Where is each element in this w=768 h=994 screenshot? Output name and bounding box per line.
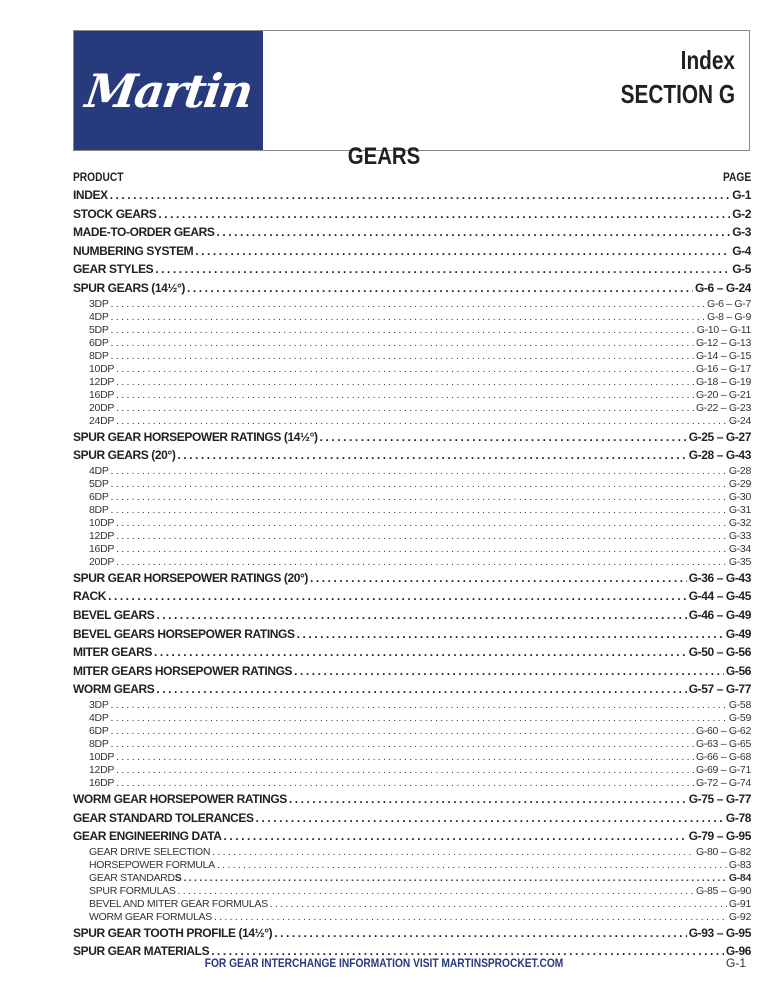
index-entry[interactable]: [73, 680, 751, 699]
index-subentry[interactable]: [73, 402, 751, 415]
dot-leader: [111, 738, 694, 751]
entry-label: 8DP: [89, 503, 109, 516]
dot-leader: [111, 725, 694, 738]
entry-label: 16DP: [89, 388, 115, 401]
entry-label: SPUR GEAR HORSEPOWER RATINGS (14½°): [73, 429, 318, 444]
entry-label: 3DP: [89, 698, 109, 711]
entry-page: G-28: [728, 464, 751, 477]
dot-leader: [111, 504, 727, 517]
index-subentry[interactable]: [73, 311, 751, 324]
index-subentry[interactable]: [73, 389, 751, 402]
index-subentry[interactable]: [73, 725, 751, 738]
entry-page: G-22 – G-23: [695, 401, 751, 414]
dot-leader: [116, 402, 694, 415]
entry-label: SPUR GEAR HORSEPOWER RATINGS (20°): [73, 570, 309, 585]
dot-leader: [111, 324, 695, 337]
entry-page: G-34: [728, 542, 751, 555]
index-entry[interactable]: [73, 242, 751, 261]
dot-leader: [214, 911, 727, 924]
entry-page: G-78: [725, 810, 751, 825]
entry-label: BEVEL AND MITER GEAR FORMULAS: [89, 897, 268, 910]
entry-page: G-20 – G-21: [695, 388, 751, 401]
entry-label: WORM GEAR FORMULAS: [89, 910, 212, 923]
entry-label: WORM GEAR HORSEPOWER RATINGS: [73, 791, 287, 806]
index-entry[interactable]: [73, 446, 751, 465]
entry-page: G-6 – G-7: [707, 297, 751, 310]
entry-label: GEAR STYLES: [73, 262, 154, 277]
entry-page: G-92: [728, 910, 751, 923]
dot-leader: [297, 625, 724, 644]
dot-leader: [111, 298, 705, 311]
entry-label: MADE-TO-ORDER GEARS: [73, 225, 215, 240]
dot-leader: [294, 662, 724, 681]
entry-page: G-63 – G-65: [695, 737, 751, 750]
index-subentry[interactable]: [73, 846, 751, 859]
dot-leader: [195, 242, 730, 261]
dot-leader: [217, 859, 727, 872]
entry-label: SPUR GEAR TOOTH PROFILE (14½°): [73, 925, 273, 940]
entry-page: G-85 – G-90: [695, 884, 751, 897]
entry-label: 8DP: [89, 349, 109, 362]
index-entry[interactable]: [73, 625, 751, 644]
column-page: PAGE: [722, 170, 751, 184]
entry-label: GEAR ENGINEERING DATA: [73, 829, 222, 844]
dot-leader: [116, 764, 694, 777]
index-entry[interactable]: [73, 223, 751, 242]
entry-label: 16DP: [89, 542, 115, 555]
entry-label: GEAR DRIVE SELECTION: [89, 845, 211, 858]
entry-label: 4DP: [89, 464, 109, 477]
dot-leader: [212, 846, 694, 859]
entry-page: G-80 – G-82: [695, 845, 751, 858]
entry-page: G-35: [728, 555, 751, 568]
entry-page: G-59: [728, 711, 751, 724]
index-subentry[interactable]: [73, 764, 751, 777]
entry-page: G-8 – G-9: [707, 310, 751, 323]
entry-label: 6DP: [89, 724, 109, 737]
dot-leader: [217, 223, 731, 242]
index-subentry[interactable]: [73, 504, 751, 517]
entry-label: WORM GEARS: [73, 682, 155, 697]
entry-label-bold: S: [174, 871, 182, 884]
entry-label: 8DP: [89, 737, 109, 750]
entry-label: 6DP: [89, 490, 109, 503]
index-subentry[interactable]: [73, 556, 751, 569]
dot-leader: [111, 465, 727, 478]
dot-leader: [183, 872, 726, 885]
entry-label: NUMBERING SYSTEM: [73, 243, 194, 258]
entry-page: G-14 – G-15: [695, 349, 751, 362]
entry-page: G-46 – G-49: [688, 607, 751, 622]
dot-leader: [177, 446, 686, 465]
column-product: PRODUCT: [73, 170, 124, 184]
index-subentry[interactable]: [73, 738, 751, 751]
entry-label: 4DP: [89, 711, 109, 724]
entry-label: MITER GEARS HORSEPOWER RATINGS: [73, 663, 293, 678]
entry-page: G-96: [725, 944, 751, 959]
index-entry[interactable]: [73, 205, 751, 224]
entry-page: G-1: [732, 188, 751, 202]
entry-label: SPUR GEARS (14½°): [73, 280, 186, 295]
dot-leader: [187, 279, 693, 298]
entry-label: BEVEL GEARS: [73, 607, 155, 622]
dot-leader: [289, 790, 687, 809]
entry-label: INDEX: [73, 188, 108, 202]
index-entry[interactable]: [73, 569, 751, 588]
index-subentry[interactable]: [73, 885, 751, 898]
entry-label: 5DP: [89, 323, 109, 336]
index-entry[interactable]: [73, 186, 751, 205]
entry-label: 4DP: [89, 310, 109, 323]
dot-leader: [116, 363, 694, 376]
index-subentry[interactable]: [73, 699, 751, 712]
entry-page: G-16 – G-17: [695, 362, 751, 375]
index-entry[interactable]: [73, 428, 751, 447]
dot-leader: [116, 389, 694, 402]
index-subentry[interactable]: [73, 363, 751, 376]
dot-leader: [156, 606, 686, 625]
entry-label: 6DP: [89, 336, 109, 349]
entry-page: G-2: [732, 206, 751, 221]
entry-label: RACK: [73, 589, 107, 604]
entry-page: G-57 – G-77: [688, 682, 751, 697]
dot-leader: [111, 311, 705, 324]
dot-leader: [116, 556, 727, 569]
dot-leader: [310, 569, 687, 588]
dot-leader: [116, 543, 727, 556]
entry-page: G-44 – G-45: [688, 589, 751, 604]
index-subentry[interactable]: [73, 530, 751, 543]
index-subentry[interactable]: [73, 859, 751, 872]
entry-page: G-58: [728, 698, 751, 711]
entry-page: G-31: [728, 503, 751, 516]
dot-leader: [111, 478, 727, 491]
index-entry[interactable]: [73, 260, 751, 279]
index-entry[interactable]: [73, 606, 751, 625]
entry-page: G-79 – G-95: [688, 829, 751, 844]
index-subentry[interactable]: [73, 465, 751, 478]
entry-label: 3DP: [89, 297, 109, 310]
entry-label: 20DP: [89, 555, 115, 568]
title-index: Index: [680, 45, 735, 75]
dot-leader: [111, 337, 694, 350]
entry-page: G-72 – G-74: [695, 776, 751, 789]
entry-page: G-60 – G-62: [695, 724, 751, 737]
entry-page: G-30: [728, 490, 751, 503]
entry-page: G-69 – G-71: [695, 763, 751, 776]
entry-label: 10DP: [89, 516, 115, 529]
index-subentry[interactable]: [73, 298, 751, 311]
dot-leader: [110, 186, 731, 205]
index-subentry[interactable]: [73, 712, 751, 725]
entry-page: G-32: [728, 516, 751, 529]
dot-leader: [108, 587, 687, 606]
index-subentry[interactable]: [73, 898, 751, 911]
entry-label: SPUR GEARS (20°): [73, 448, 176, 463]
section-title: [621, 43, 735, 111]
entry-page: G-93 – G-95: [688, 925, 751, 940]
entry-label: BEVEL GEARS HORSEPOWER RATINGS: [73, 626, 295, 641]
page-number: G-1: [725, 956, 746, 970]
index-subentry[interactable]: [73, 415, 751, 428]
entry-label: STOCK GEARS: [73, 206, 157, 221]
entry-page: G-29: [728, 477, 751, 490]
entry-page: G-84: [728, 871, 751, 884]
index-list: [73, 186, 751, 961]
entry-label: GEAR STANDARD TOLERANCES: [73, 810, 254, 825]
martin-logo: [74, 31, 263, 150]
index-subentry[interactable]: [73, 350, 751, 363]
dot-leader: [320, 428, 687, 447]
index-subentry[interactable]: [73, 517, 751, 530]
entry-page: G-6 – G-24: [694, 280, 751, 295]
entry-page: G-75 – G-77: [688, 791, 751, 806]
entry-label: MITER GEARS: [73, 645, 152, 660]
index-subentry[interactable]: [73, 543, 751, 556]
entry-page: G-18 – G-19: [695, 375, 751, 388]
entry-page: G-50 – G-56: [688, 645, 751, 660]
index-entry[interactable]: [73, 643, 751, 662]
dot-leader: [116, 517, 727, 530]
dot-leader: [270, 898, 727, 911]
index-subentry[interactable]: [73, 478, 751, 491]
dot-leader: [116, 530, 727, 543]
entry-page: G-83: [728, 858, 751, 871]
dot-leader: [111, 712, 727, 725]
index-entry[interactable]: [73, 809, 751, 828]
entry-label: 10DP: [89, 362, 115, 375]
entry-label: 16DP: [89, 776, 115, 789]
index-subentry[interactable]: [73, 376, 751, 389]
entry-label: 12DP: [89, 763, 115, 776]
dot-leader: [116, 751, 694, 764]
index-entry[interactable]: [73, 924, 751, 943]
dot-leader: [111, 350, 694, 363]
title-section: SECTION G: [620, 79, 735, 109]
entry-page: G-5: [732, 262, 751, 277]
section-header: [73, 30, 750, 151]
entry-page: G-3: [732, 225, 751, 240]
dot-leader: [111, 699, 727, 712]
entry-label: 12DP: [89, 529, 115, 542]
entry-page: G-4: [732, 243, 751, 258]
index-subentry[interactable]: [73, 491, 751, 504]
dot-leader: [256, 809, 724, 828]
index-subentry[interactable]: [73, 911, 751, 924]
index-entry[interactable]: [73, 790, 751, 809]
entry-label: 24DP: [89, 414, 115, 427]
index-subentry[interactable]: [73, 324, 751, 337]
dot-leader: [178, 885, 694, 898]
entry-page: G-28 – G-43: [688, 448, 751, 463]
dot-leader: [116, 415, 727, 428]
entry-page: G-24: [728, 414, 751, 427]
index-subentry[interactable]: [73, 337, 751, 350]
entry-label: 10DP: [89, 750, 115, 763]
entry-page: G-66 – G-68: [695, 750, 751, 763]
entry-page: G-25 – G-27: [688, 429, 751, 444]
index-entry[interactable]: [73, 587, 751, 606]
entry-page: G-36 – G-43: [688, 570, 751, 585]
dot-leader: [274, 924, 686, 943]
entry-label: GEAR STANDARD: [89, 871, 175, 884]
entry-label: 20DP: [89, 401, 115, 414]
index-subentry[interactable]: [73, 872, 751, 885]
index-entry[interactable]: [73, 827, 751, 846]
entry-page: G-56: [725, 663, 751, 678]
page-heading: GEARS: [347, 143, 421, 170]
entry-page: G-49: [725, 626, 751, 641]
entry-label: HORSEPOWER FORMULA: [89, 858, 215, 871]
index-subentry[interactable]: [73, 777, 751, 790]
dot-leader: [116, 777, 694, 790]
dot-leader: [154, 643, 687, 662]
index-entry[interactable]: [73, 279, 751, 298]
dot-leader: [224, 827, 687, 846]
index-subentry[interactable]: [73, 751, 751, 764]
entry-label: 12DP: [89, 375, 115, 388]
dot-leader: [158, 205, 730, 224]
dot-leader: [116, 376, 694, 389]
footer-link[interactable]: FOR GEAR INTERCHANGE INFORMATION VISIT MARTINSPROCKET.COM: [204, 956, 564, 970]
entry-page: G-33: [728, 529, 751, 542]
entry-label: SPUR GEAR MATERIALS: [73, 944, 210, 959]
logo-text: Martin: [82, 63, 255, 118]
index-entry[interactable]: [73, 662, 751, 681]
dot-leader: [156, 680, 686, 699]
dot-leader: [155, 260, 730, 279]
entry-page: G-12 – G-13: [695, 336, 751, 349]
entry-label: 5DP: [89, 477, 109, 490]
entry-page: G-10 – G-11: [696, 323, 751, 336]
entry-page: G-91: [728, 897, 751, 910]
entry-label: SPUR FORMULAS: [89, 884, 176, 897]
dot-leader: [111, 491, 727, 504]
